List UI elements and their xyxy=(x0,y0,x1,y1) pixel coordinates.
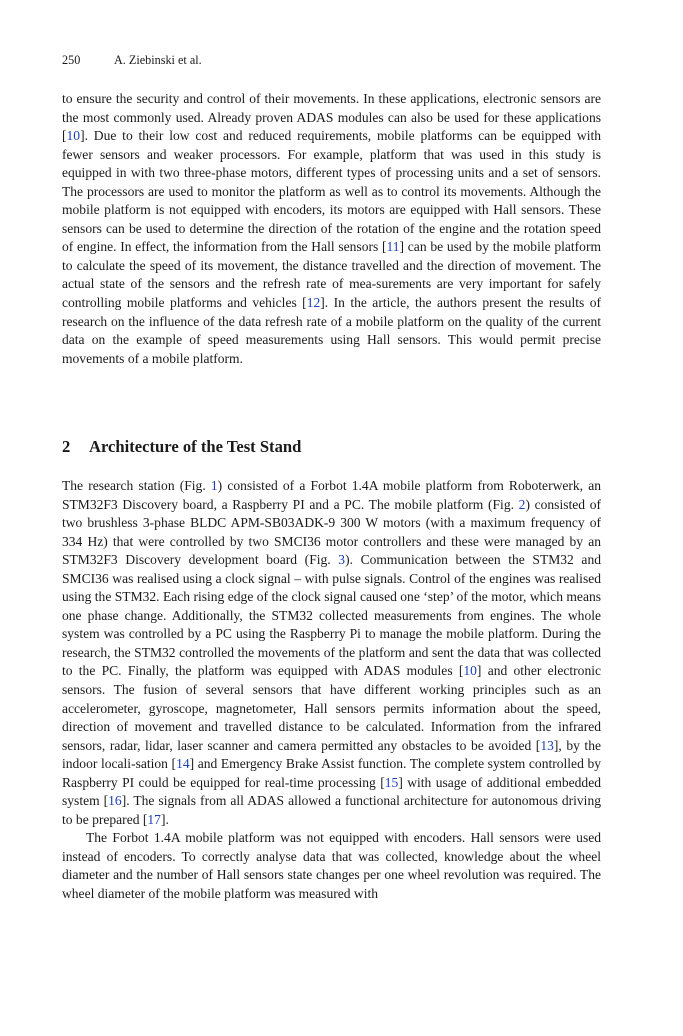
text-run: to ensure the security and control of their movements. In these applications, electronic sensors are the most commonly used. Already proven ADAS modules can also be used for these applications [ xyxy=(62,91,601,144)
text-run: ], by the indoor locali-sation [ xyxy=(62,737,601,772)
text-run: ). Communication between the STM32 and SMCI36 was realised using a clock signal – with pulse signals. Control of the engines was realised using the STM32. Each rising edge of the clock signal caused one ‘step’ of the motor, which means one phase change. Additionally, the STM32 collected measurements from engines. The whole system was controlled by a PC using the Raspberry Pi to manage the mobile platform. During the research, the STM32 controlled the movements of the platform and sent the data that was collected to the PC. Finally, the platform was equipped with ADAS modules [ xyxy=(62,552,601,679)
paragraph xyxy=(62,477,601,829)
citation-link[interactable]: 16 xyxy=(108,793,122,809)
citation-link[interactable]: 10 xyxy=(463,663,477,679)
running-head xyxy=(62,52,202,68)
running-authors: A. Ziebinski et al. xyxy=(114,53,202,67)
citation-link[interactable]: 10 xyxy=(66,128,81,144)
paragraph xyxy=(62,90,601,368)
citation-link[interactable]: 14 xyxy=(176,756,190,772)
section-title: Architecture of the Test Stand xyxy=(89,437,302,456)
citation-link[interactable]: 15 xyxy=(384,774,399,790)
citation-link[interactable]: 11 xyxy=(386,239,400,255)
text-run: The Forbot 1.4A mobile platform was not equipped with encoders. Hall sensors were used instead of encoders. To correctly analyse data that was collected, knowledge about the wheel diameter and the number of Hall sensors state changes per one wheel revolution was required. The wheel diameter of the mobile platform was measured with xyxy=(62,830,601,902)
text-run: ] and other electronic sensors. The fusion of several sensors that have different working principles such as an accelerometer, gyroscope, magnetometer, Hall sensors permits information about the speed, direction of movement and travelled distance to be calculated. Information from the infrared sensors, radar, lidar, laser scanner and camera permitted any obstacles to be avoided [ xyxy=(62,663,602,753)
paragraph xyxy=(62,829,601,903)
section-heading xyxy=(62,436,301,458)
page-number: 250 xyxy=(62,53,81,67)
text-run: ) consisted of a Forbot 1.4A mobile platform from Roboterwerk, an STM32F3 Discovery board, a Raspberry PI and a PC. The mobile platform (Fig. xyxy=(62,478,601,512)
intro-paragraph-block xyxy=(62,90,601,368)
citation-link[interactable]: 1 xyxy=(210,478,218,493)
text-run: ]. In the article, the authors present the results of research on the influence of the data refresh rate of a mobile platform on the quality of the current data on the example of speed measurements using Hall sensors. This would permit precise movements of a mobile platform. xyxy=(62,295,601,366)
section-body xyxy=(62,477,601,904)
text-run: ] can be used by the mobile platform to calculate the speed of its movement, the distance travelled and the direction of movement. The actual state of the sensors and the refresh rate of mea-surements are very important for safely controlling mobile platforms and vehicles [ xyxy=(62,239,601,311)
text-run: The research station (Fig. xyxy=(62,478,211,493)
citation-link[interactable]: 3 xyxy=(338,552,346,568)
text-run: ] with usage of additional embedded system [ xyxy=(62,774,601,809)
citation-link[interactable]: 2 xyxy=(518,496,526,512)
text-run: ] and Emergency Brake Assist function. The complete system controlled by Raspberry PI could be equipped for real-time processing [ xyxy=(62,756,601,790)
text-run: ]. xyxy=(160,811,169,827)
text-run: ]. The signals from all ADAS allowed a functional architecture for autonomous driving to be prepared [ xyxy=(62,793,601,827)
text-run: ]. Due to their low cost and reduced requirements, mobile platforms can be equipped with fewer sensors and weaker processors. For example, platform that was used in this study is equipped in with two three-phase motors, different types of processing units and a set of sensors. The processors are used to monitor the platform as well as to control its movements. Although the mobile platform is not equipped with encoders, its motors are equipped with Hall sensors. These sensors can be used to determine the direction of the rotation of the engine and the rotation speed of engine. In effect, the information from the Hall sensors [ xyxy=(62,128,601,255)
citation-link[interactable]: 12 xyxy=(306,295,321,311)
section-number: 2 xyxy=(62,437,71,456)
text-run: ) consisted of two brushless 3-phase BLDC APM-SB03ADK-9 300 W motors (with a maximum frequency of 334 Hz) that were controlled by two SMCI36 motor controllers and these were managed by an STM32F3 Discovery development board (Fig. xyxy=(62,496,601,568)
citation-link[interactable]: 17 xyxy=(147,811,161,827)
citation-link[interactable]: 13 xyxy=(540,737,554,753)
